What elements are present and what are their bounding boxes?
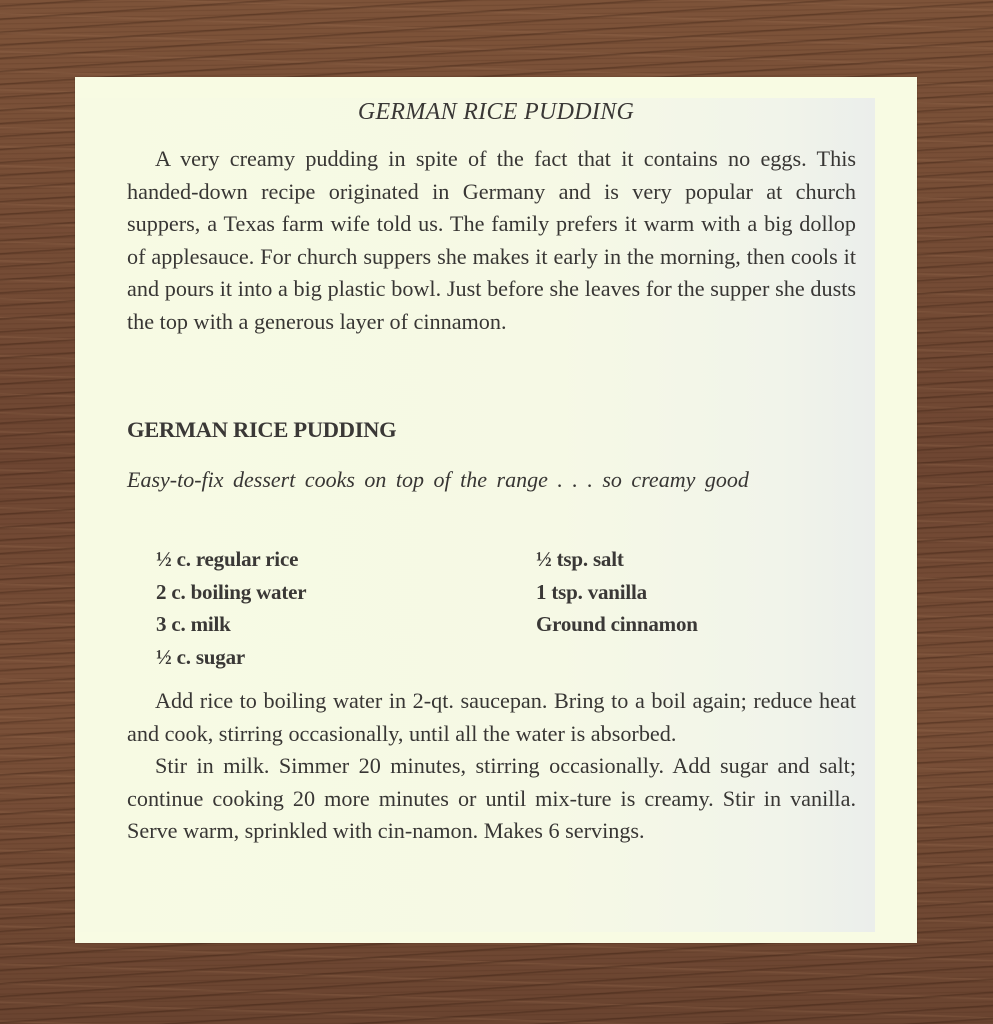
- page-title: GERMAN RICE PUDDING: [357, 99, 635, 125]
- step-paragraph: Add rice to boiling water in 2-qt. saucepan. Bring to a boil again; reduce heat and cook, stirring occasionally, until all the water is absorbed.: [127, 688, 856, 746]
- step-paragraph: Stir in milk. Simmer 20 minutes, stirring occasionally. Add sugar and salt; continue cooking 20 more minutes or until mix-ture is creamy. Stir in vanilla. Serve warm, sprinkled with cin-namon. Makes 6 servings.: [127, 753, 856, 843]
- ingredient-item: 3 c. milk: [156, 612, 231, 636]
- intro-paragraph: A very creamy pudding in spite of the fact that it contains no eggs. This handed-down recipe originated in Germany and is very popular at church suppers, a Texas farm wife told us. The family prefers it warm with a big dollop of applesauce. For church suppers she makes it early in the morning, then cools it and pours it into a big plastic bowl. Just before she leaves for the supper she dusts the top with a generous layer of cinnamon.: [127, 146, 856, 334]
- ingredient-item: Ground cinnamon: [536, 612, 698, 636]
- ingredients-left-column: [156, 543, 306, 673]
- ingredient-item: ½ c. regular rice: [156, 547, 299, 571]
- recipe-steps: [127, 685, 856, 848]
- ingredient-item: ½ tsp. salt: [536, 547, 624, 571]
- ingredient-item: 1 tsp. vanilla: [536, 579, 647, 604]
- ingredient-item: ½ c. sugar: [156, 644, 245, 669]
- recipe-title: GERMAN RICE PUDDING: [127, 417, 397, 442]
- ingredients-right-column: [536, 543, 698, 641]
- recipe-card: [75, 77, 917, 943]
- ingredient-item: 2 c. boiling water: [156, 579, 307, 604]
- recipe-subtitle: Easy-to-fix dessert cooks on top of the range . . . so creamy good: [127, 467, 749, 492]
